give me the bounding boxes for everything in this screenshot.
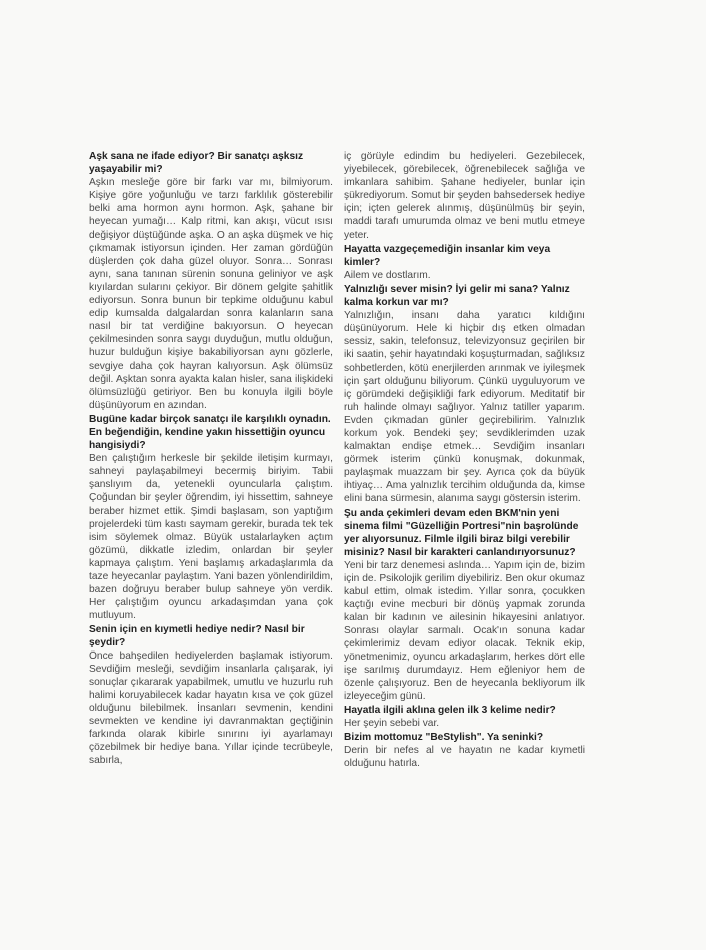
- question-favorite-actor: Bugüne kadar birçok sanatçı ile karşılıklı oynadın. En beğendiğin, kendine yakın hissettiğin oyuncu hangisiydi?: [89, 413, 331, 452]
- answer-precious-gift: Önce bahşedilen hediyelerden başlamak istiyorum. Sevdiğim mesleği, sevdiğim insanlarla çalışarak, iyi sonuçlar çıkararak yapabilmek, umutlu ve huzurlu ruh halimi koruyabilecek kadar hayatın kısa ve çok güzel olduğunu bilebilmek. İnsanları sevmenin, kendini sevmekten ve kendine iyi davranmaktan geçtiğinin farkında olarak kibirle sınırını iyi ayarlamayı çözebilmek bir hediye bana. Yıllar içinde tecrübeyle, sabırla,: [89, 650, 333, 767]
- answer-new-film: Yeni bir tarz denemesi aslında… Yapım için de, bizim için de. Psikolojik gerilim diyebiliriz. Ben okur okumaz kabul ettim, olmak istedim. Yıllar sonra, çocukken kaçtığı evine mecburi bir dönüş yapmak zorunda kalan bir kadının ve ailesinin hikayesini anlatıyor. Sonrası olaylar sarmalı. Ocak'ın sonuna kadar çekimlerimiz devam ediyor olacak. Teknik ekip, yönetmenimiz, oyuncu arkadaşlarım, herkes dört elle işe sarılmış durumdayız. Hem eğleniyor hem de özenle çalışıyoruz. Ben de heyecanla bekliyorum ilk izleyeceğim günü.: [344, 559, 585, 702]
- question-solitude: Yalnızlığı sever misin? İyi gelir mi sana? Yalnız kalma korkun var mı?: [344, 283, 570, 309]
- question-motto: Bizim mottomuz "BeStylish". Ya seninki?: [344, 732, 544, 744]
- answer-solitude: Yalnızlığın, insanı daha yaratıcı kıldığını düşünüyorum. Hele ki hiçbir dış etken olmadan sessiz, sakin, telefonsuz, televizyonsuz geçirilen bir iki saatin, şehir hayatındaki koşuşturmadan, sağlıksız sohbetlerden, kötü enerjilerden arınmak ve iyileşmek için şart olduğunu biliyorum. Çünkü uyguluyorum ve iç görümdeki değişikliği fark ediyorum. Meditatif bir ruh halinde olmayı sağlıyor. Yalnız tatiller yaparım. Evden çıkmadan günler geçirebilirim. Yalnızlık korkum yok. Bendeki şey; sevdiklerimden uzak kalmaktan endişe etmek… Sevdiğim insanları görmek isterim çünkü konuşmak, dokunmak, paylaşmak muazzam bir şey. Ayrıca çok da büyük ihtiyaç… Ama yalnızlık tercihim olduğunda da, kimse elini bana sürmesin, alanıma saygı göstersin isterim.: [344, 310, 585, 505]
- left-column: [89, 150, 333, 768]
- question-precious-gift: Senin için en kıymetli hediye nedir? Nasıl bir şeydir?: [89, 624, 305, 649]
- answer-precious-gift-continued: iç görüyle edindim bu hediyeleri. Gezebilecek, yiyebilecek, görebilecek, öğrenebilecek sağlığa ve imkanlara sahibim. Şahane hediyeler, bunlar için şükrediyorum. Somut bir şeyden bahsedersek hediye için; içten gelerek alınmış, düşünülmüş bir şeyin, maddi tarafı umurumda olmaz ve beni mutlu etmeye yeter.: [344, 151, 585, 241]
- answer-love: Aşkın mesleğe göre bir farkı var mı, bilmiyorum. Kişiye göre yoğunluğu ve tarzı farklılık gösterebilir belki ama hormon aynı hormon. Aşk, şahane bir heyecan yumağı… Kalp ritmi, kan akışı, vücut ısısı değişiyor düştüğünde aşka. O an aşka düşmek ve hiç çıkmamak istiyorsun içinden. Her zaman gördüğün düşlerden çok daha güzel oluyor. Sonra… Sonrası aynı, sana tanınan sürenin sonuna geliniyor ve aşk kıyılardan sularını çekiyor. Bir dönem gelgite şahitlik ediyorsun. Sonra bunun bir tepkime olduğunu kabul edip kumsalda dalgalardan sonra kalanların sana nasıl bir tat verdiğine bakıyorsun. O heyecan çekilmesinden sonra saygı duyduğun, mutlu olduğun, huzur bulduğun kişiye bakabiliyorsan aynı gözlerle, sevgiye daha çok hayran kalıyorsun. Aşk ölümsüz değil. Aşktan sonra ayakta kalan hisler, sana ilişkideki ölümsüzlüğü getiriyor. Ben bu konuyla ilgili böyle düşünüyorum en azından.: [89, 177, 333, 411]
- answer-motto: Derin bir nefes al ve hayatın ne kadar kıymetli olduğunu hatırla.: [344, 745, 585, 770]
- question-indispensable-people: Hayatta vazgeçemediğin insanlar kim veya kimler?: [344, 243, 551, 268]
- answer-favorite-actor: Ben çalıştığım herkesle bir şekilde iletişim kurmayı, sahneyi paylaşabilmeyi becermiş biriyim. Tabii şanslıyım da, yetenekli oyuncularla çalıştım. Çoğundan bir şeyler öğrendim, iyi hissettim, sahneye beraber hizmet ettik. Şimdi başlasam, son yaptığım projelerdeki tüm kastı saymam gerekir, burada tek tek isim söylemek olmaz. Büyük ustalarlayken açtım gözümü, dikkatle izledim, onlardan bir şeyler kapmaya çalıştım. Yeni başlamış arkadaşlarımla da taze heyecanlar paylaştım. Yani bazen yönlendirildim, bazen doğruyu beraber bulup sahneye yön verdik. Her çalıştığım oyuncu arkadaşımdan yana çok mutluyum.: [89, 453, 333, 622]
- question-three-words: Hayatla ilgili aklına gelen ilk 3 kelime nedir?: [344, 704, 556, 716]
- question-love: Aşk sana ne ifade ediyor? Bir sanatçı aşksız yaşayabilir mi?: [89, 151, 304, 176]
- question-new-film: Şu anda çekimleri devam eden BKM'nin yeni sinema filmi "Güzelliğin Portresi"nin başrolünde yer alıyorsunuz. Filmle ilgili biraz bilgi verebilir misiniz? Nasıl bir karakteri canlandırıyorsunuz?: [344, 507, 579, 558]
- answer-three-words: Her şeyin sebebi var.: [344, 718, 440, 730]
- right-column: [344, 150, 585, 771]
- answer-indispensable-people: Ailem ve dostlarım.: [344, 269, 431, 281]
